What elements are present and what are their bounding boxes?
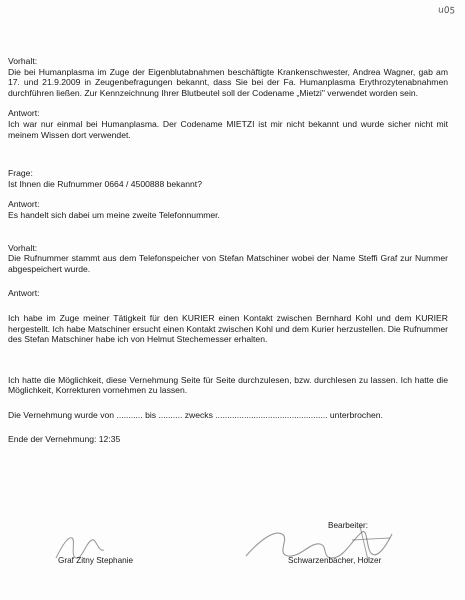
interruption-text: Die Vernehmung wurde von ........... bis .......... zwecks ............................................... unterbrochen. — [8, 409, 383, 420]
section-text: Ist Ihnen die Rufnummer 0664 / 4500888 bekannt? — [8, 178, 202, 189]
section-text: Ich habe im Zuge meiner Tätigkeit für den KURIER einen Kontakt zwischen Bernhard Kohl und dem KURIER hergestellt. Ich habe Matschiner ersucht einen Kontakt zwischen Kohl und dem Kurier herzustellen. Die Rufnummer des Stefan Matschiner habe ich von Helmut Stechemesser erhalten. — [8, 312, 448, 345]
closing-statement — [8, 375, 448, 396]
document-body — [8, 56, 448, 445]
page-number: u05 — [437, 5, 456, 17]
signature-names-right: Schwarzenbacher, Holzer — [288, 556, 382, 565]
section-5 — [8, 243, 448, 275]
signature-title-right: Bearbeiter: — [328, 521, 369, 530]
section-1 — [8, 56, 448, 98]
section-text: Die Rufnummer stammt aus dem Telefonspeicher von Stefan Matschiner wobei der Name Steffi Graf zur Nummer abgespeichert wurde. — [8, 253, 448, 274]
section-label: Antwort: — [8, 288, 40, 299]
section-text: Die bei Humanplasma im Zuge der Eigenblutabnahmen beschäftigte Krankenschwester, Andrea Wagner, gab am 17. und 21.9.2009 in Zeugenbefragungen bekannt, dass Sie bei der Fa. Humanplasma Erythrozytenabnahmen durchführen ließen. Zur Kennzeichnung Ihrer Blutbeutel soll der Codename „Mietzi" verwendet worden sein. — [8, 66, 448, 98]
section-text: Ich war nur einmal bei Humanplasma. Der Codename MIETZI ist mir nicht bekannt und wurde sicher nicht mit meinem Wissen dort verwendet. — [8, 118, 448, 140]
section-6 — [8, 288, 448, 344]
section-2 — [8, 108, 448, 140]
signature-area — [0, 520, 465, 580]
section-label: Antwort: — [8, 199, 40, 210]
section-label: Vorhalt: — [8, 242, 38, 253]
end-text: Ende der Vernehmung: 12:35 — [8, 434, 121, 445]
section-label: Vorhalt: — [8, 56, 38, 66]
section-text: Es handelt sich dabei um meine zweite Telefonnummer. — [8, 209, 220, 220]
interruption-line — [8, 410, 448, 421]
section-label: Antwort: — [8, 108, 40, 119]
section-4 — [8, 199, 448, 220]
closing-text: Ich hatte die Möglichkeit, diese Vernehmung Seite für Seite durchzulesen, bzw. durchlesen zu lassen. Ich hatte die Möglichkeit, Korrekturen vornehmen zu lassen. — [8, 374, 448, 396]
signature-name-left: Graf Zitny Stephanie — [58, 556, 134, 565]
section-3 — [8, 168, 448, 189]
section-label: Frage: — [8, 168, 33, 179]
end-of-interview — [8, 434, 448, 445]
